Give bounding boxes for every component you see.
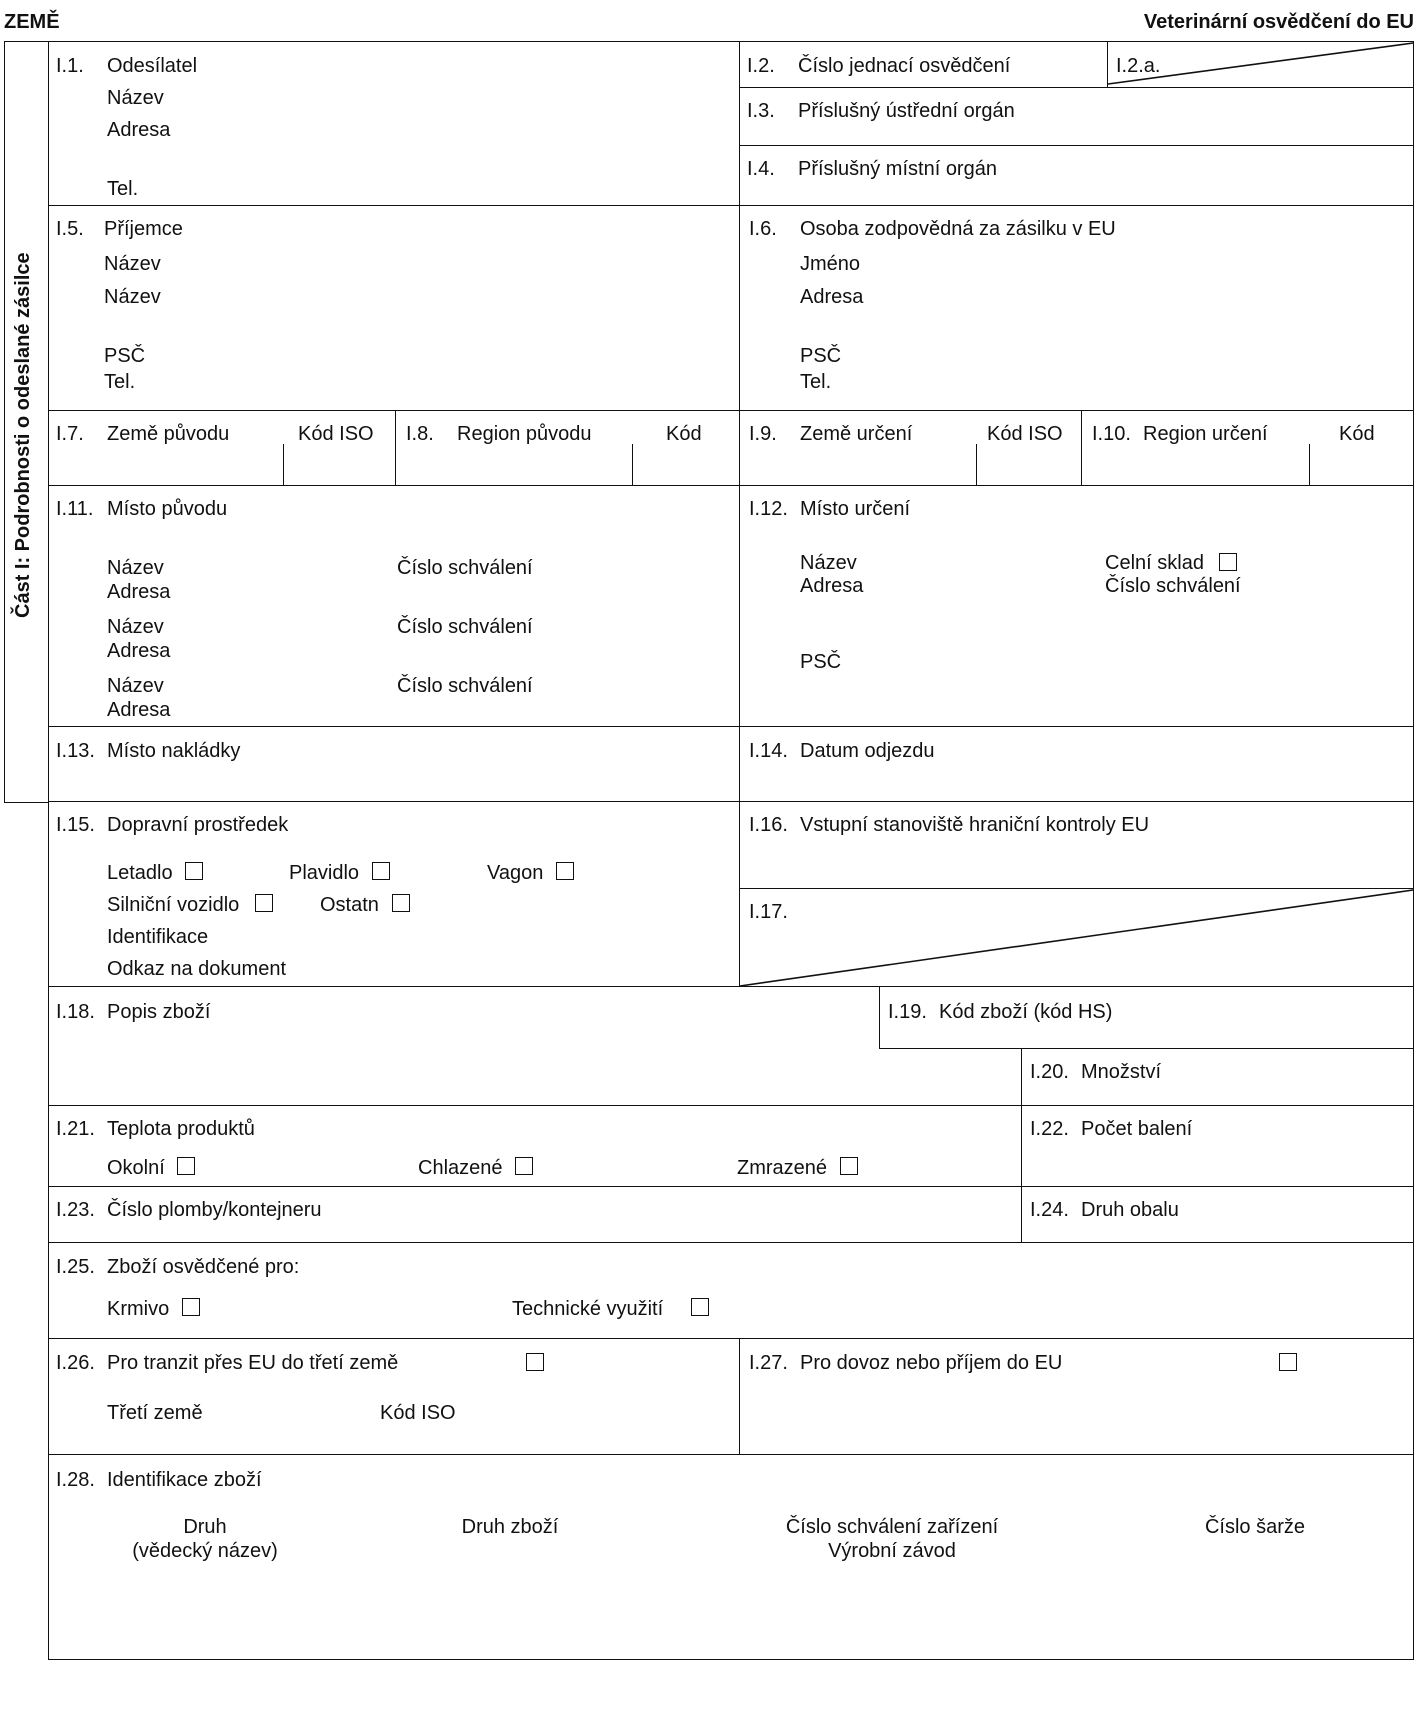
transport-ship-label: Plavidlo	[289, 862, 360, 884]
place-of-loading-label: Místo nakládky	[107, 740, 241, 762]
field-num: I.14.	[749, 740, 788, 762]
field-num: I.2.	[747, 55, 775, 77]
temperature-label: Teplota produktů	[107, 1118, 255, 1140]
country-of-destination-label: Země určení	[800, 423, 913, 445]
origin-approval-number: Číslo schválení	[397, 557, 533, 579]
transport-road-vehicle-label: Silniční vozidlo	[107, 894, 240, 916]
temperature-chilled-label: Chlazené	[418, 1157, 503, 1179]
transport-other-checkbox[interactable]	[392, 894, 410, 912]
field-num: I.11.	[56, 498, 94, 520]
destination-approval-number: Číslo schválení	[1105, 575, 1241, 597]
origin-name: Název	[107, 557, 164, 579]
responsible-person-tel: Tel.	[800, 371, 832, 393]
consignor-address: Adresa	[107, 119, 171, 141]
consignee-name-2: Název	[104, 286, 161, 308]
consignee-tel: Tel.	[104, 371, 136, 393]
consignee-postcode: PSČ	[104, 345, 146, 367]
origin-address: Adresa	[107, 581, 171, 603]
commodity-code-label: Kód zboží (kód HS)	[939, 1001, 1113, 1023]
side-label: Část I: Podrobnosti o odeslané zásilce	[12, 252, 34, 618]
batch-number-label: Číslo šarže	[1204, 1516, 1306, 1538]
destination-postcode: PSČ	[800, 651, 842, 673]
field-num: I.21.	[56, 1118, 95, 1140]
temperature-frozen-checkbox[interactable]	[840, 1157, 858, 1175]
field-num: I.6.	[749, 218, 777, 240]
field-num: I.1.	[56, 55, 84, 77]
field-num: I.17.	[749, 901, 788, 923]
consignor-tel: Tel.	[107, 178, 139, 200]
technical-use-checkbox[interactable]	[691, 1298, 709, 1316]
identification-label: Identifikace	[107, 926, 209, 948]
field-num: I.16.	[749, 814, 788, 836]
origin-address: Adresa	[107, 640, 171, 662]
consignee-label: Příjemce	[104, 218, 183, 240]
date-of-departure-label: Datum odjezdu	[800, 740, 935, 762]
document-reference-label: Odkaz na dokument	[107, 958, 286, 980]
approval-number-of-establishment-label: Číslo schválení zařízení	[785, 1516, 999, 1538]
seal-container-number-label: Číslo plomby/kontejneru	[107, 1199, 322, 1221]
transport-wagon-label: Vagon	[487, 862, 544, 884]
responsible-person-postcode: PSČ	[800, 345, 842, 367]
origin-address: Adresa	[107, 699, 171, 721]
import-admission-checkbox[interactable]	[1279, 1353, 1297, 1371]
transport-other-label: Ostatn	[320, 894, 379, 916]
means-of-transport-label: Dopravní prostředek	[107, 814, 289, 836]
type-of-packaging-label: Druh obalu	[1081, 1199, 1179, 1221]
responsible-person-label: Osoba zodpovědná za zásilku v EU	[800, 218, 1116, 240]
place-of-origin-label: Místo původu	[107, 498, 228, 520]
transit-label: Pro tranzit přes EU do třetí země	[107, 1352, 399, 1374]
transport-aeroplane-label: Letadlo	[107, 862, 173, 884]
quantity-label: Množství	[1081, 1061, 1162, 1083]
description-of-goods-label: Popis zboží	[107, 1001, 211, 1023]
consignor-label: Odesílatel	[107, 55, 198, 77]
feed-checkbox[interactable]	[182, 1298, 200, 1316]
number-of-packages-label: Počet balení	[1081, 1118, 1193, 1140]
feed-label: Krmivo	[107, 1298, 170, 1320]
nature-of-commodity-label: Druh zboží	[461, 1516, 559, 1538]
field-num: I.28.	[56, 1469, 95, 1491]
field-num: I.4.	[747, 158, 775, 180]
origin-name: Název	[107, 616, 164, 638]
scientific-name-label: (vědecký název)	[132, 1540, 278, 1562]
third-country-label: Třetí země	[107, 1402, 203, 1424]
field-num: I.19.	[888, 1001, 927, 1023]
temperature-ambient-checkbox[interactable]	[177, 1157, 195, 1175]
temperature-ambient-label: Okolní	[107, 1157, 165, 1179]
field-num: I.18.	[56, 1001, 95, 1023]
species-label: Druh	[183, 1516, 227, 1538]
field-num: I.10.	[1092, 423, 1131, 445]
region-of-origin-label: Region původu	[457, 423, 592, 445]
reference-number-label: Číslo jednací osvědčení	[798, 55, 1011, 77]
entry-bip-label: Vstupní stanoviště hraniční kontroly EU	[800, 814, 1150, 836]
region-of-destination-label: Region určení	[1143, 423, 1268, 445]
field-num: I.7.	[56, 423, 84, 445]
field-num: I.20.	[1030, 1061, 1069, 1083]
transport-road-vehicle-checkbox[interactable]	[255, 894, 273, 912]
certified-for-label: Zboží osvědčené pro:	[107, 1256, 300, 1278]
iso-code-label: Kód ISO	[987, 423, 1063, 445]
field-num: I.3.	[747, 100, 775, 122]
transport-ship-checkbox[interactable]	[372, 862, 390, 880]
country-header: ZEMĚ	[4, 11, 60, 33]
transit-checkbox[interactable]	[526, 1353, 544, 1371]
field-num: I.5.	[56, 218, 84, 240]
field-num: I.25.	[56, 1256, 95, 1278]
field-num: I.23.	[56, 1199, 95, 1221]
field-num: I.26.	[56, 1352, 95, 1374]
destination-address: Adresa	[800, 575, 864, 597]
central-authority-label: Příslušný ústřední orgán	[798, 100, 1015, 122]
field-num: I.24.	[1030, 1199, 1069, 1221]
responsible-person-name: Jméno	[800, 253, 861, 275]
technical-use-label: Technické využití	[512, 1298, 664, 1320]
import-admission-label: Pro dovoz nebo příjem do EU	[800, 1352, 1063, 1374]
consignor-name: Název	[107, 87, 164, 109]
origin-approval-number: Číslo schválení	[397, 616, 533, 638]
iso-code-label: Kód ISO	[380, 1402, 456, 1424]
field-num: I.27.	[749, 1352, 788, 1374]
field-num: I.9.	[749, 423, 777, 445]
manufacturing-plant-label: Výrobní závod	[828, 1540, 956, 1562]
iso-code-label: Kód ISO	[298, 423, 374, 445]
temperature-frozen-label: Zmrazené	[737, 1157, 828, 1179]
transport-wagon-checkbox[interactable]	[556, 862, 574, 880]
country-of-origin-label: Země původu	[107, 423, 230, 445]
responsible-person-address: Adresa	[800, 286, 864, 308]
code-label: Kód	[666, 423, 702, 445]
code-label: Kód	[1339, 423, 1375, 445]
temperature-chilled-checkbox[interactable]	[515, 1157, 533, 1175]
consignee-name: Název	[104, 253, 161, 275]
field-num: I.13.	[56, 740, 95, 762]
customs-warehouse-checkbox[interactable]	[1219, 553, 1237, 571]
certificate-title: Veterinární osvědčení do EU	[1143, 11, 1414, 33]
field-num: I.8.	[406, 423, 434, 445]
field-num: I.2.a.	[1116, 55, 1161, 77]
place-of-destination-label: Místo určení	[800, 498, 911, 520]
field-num: I.15.	[56, 814, 95, 836]
origin-approval-number: Číslo schválení	[397, 675, 533, 697]
field-num: I.22.	[1030, 1118, 1069, 1140]
identification-of-goods-label: Identifikace zboží	[107, 1469, 262, 1491]
field-num: I.12.	[749, 498, 788, 520]
local-authority-label: Příslušný místní orgán	[798, 158, 997, 180]
customs-warehouse-label: Celní sklad	[1105, 552, 1204, 574]
transport-aeroplane-checkbox[interactable]	[185, 862, 203, 880]
origin-name: Název	[107, 675, 164, 697]
destination-name: Název	[800, 552, 857, 574]
